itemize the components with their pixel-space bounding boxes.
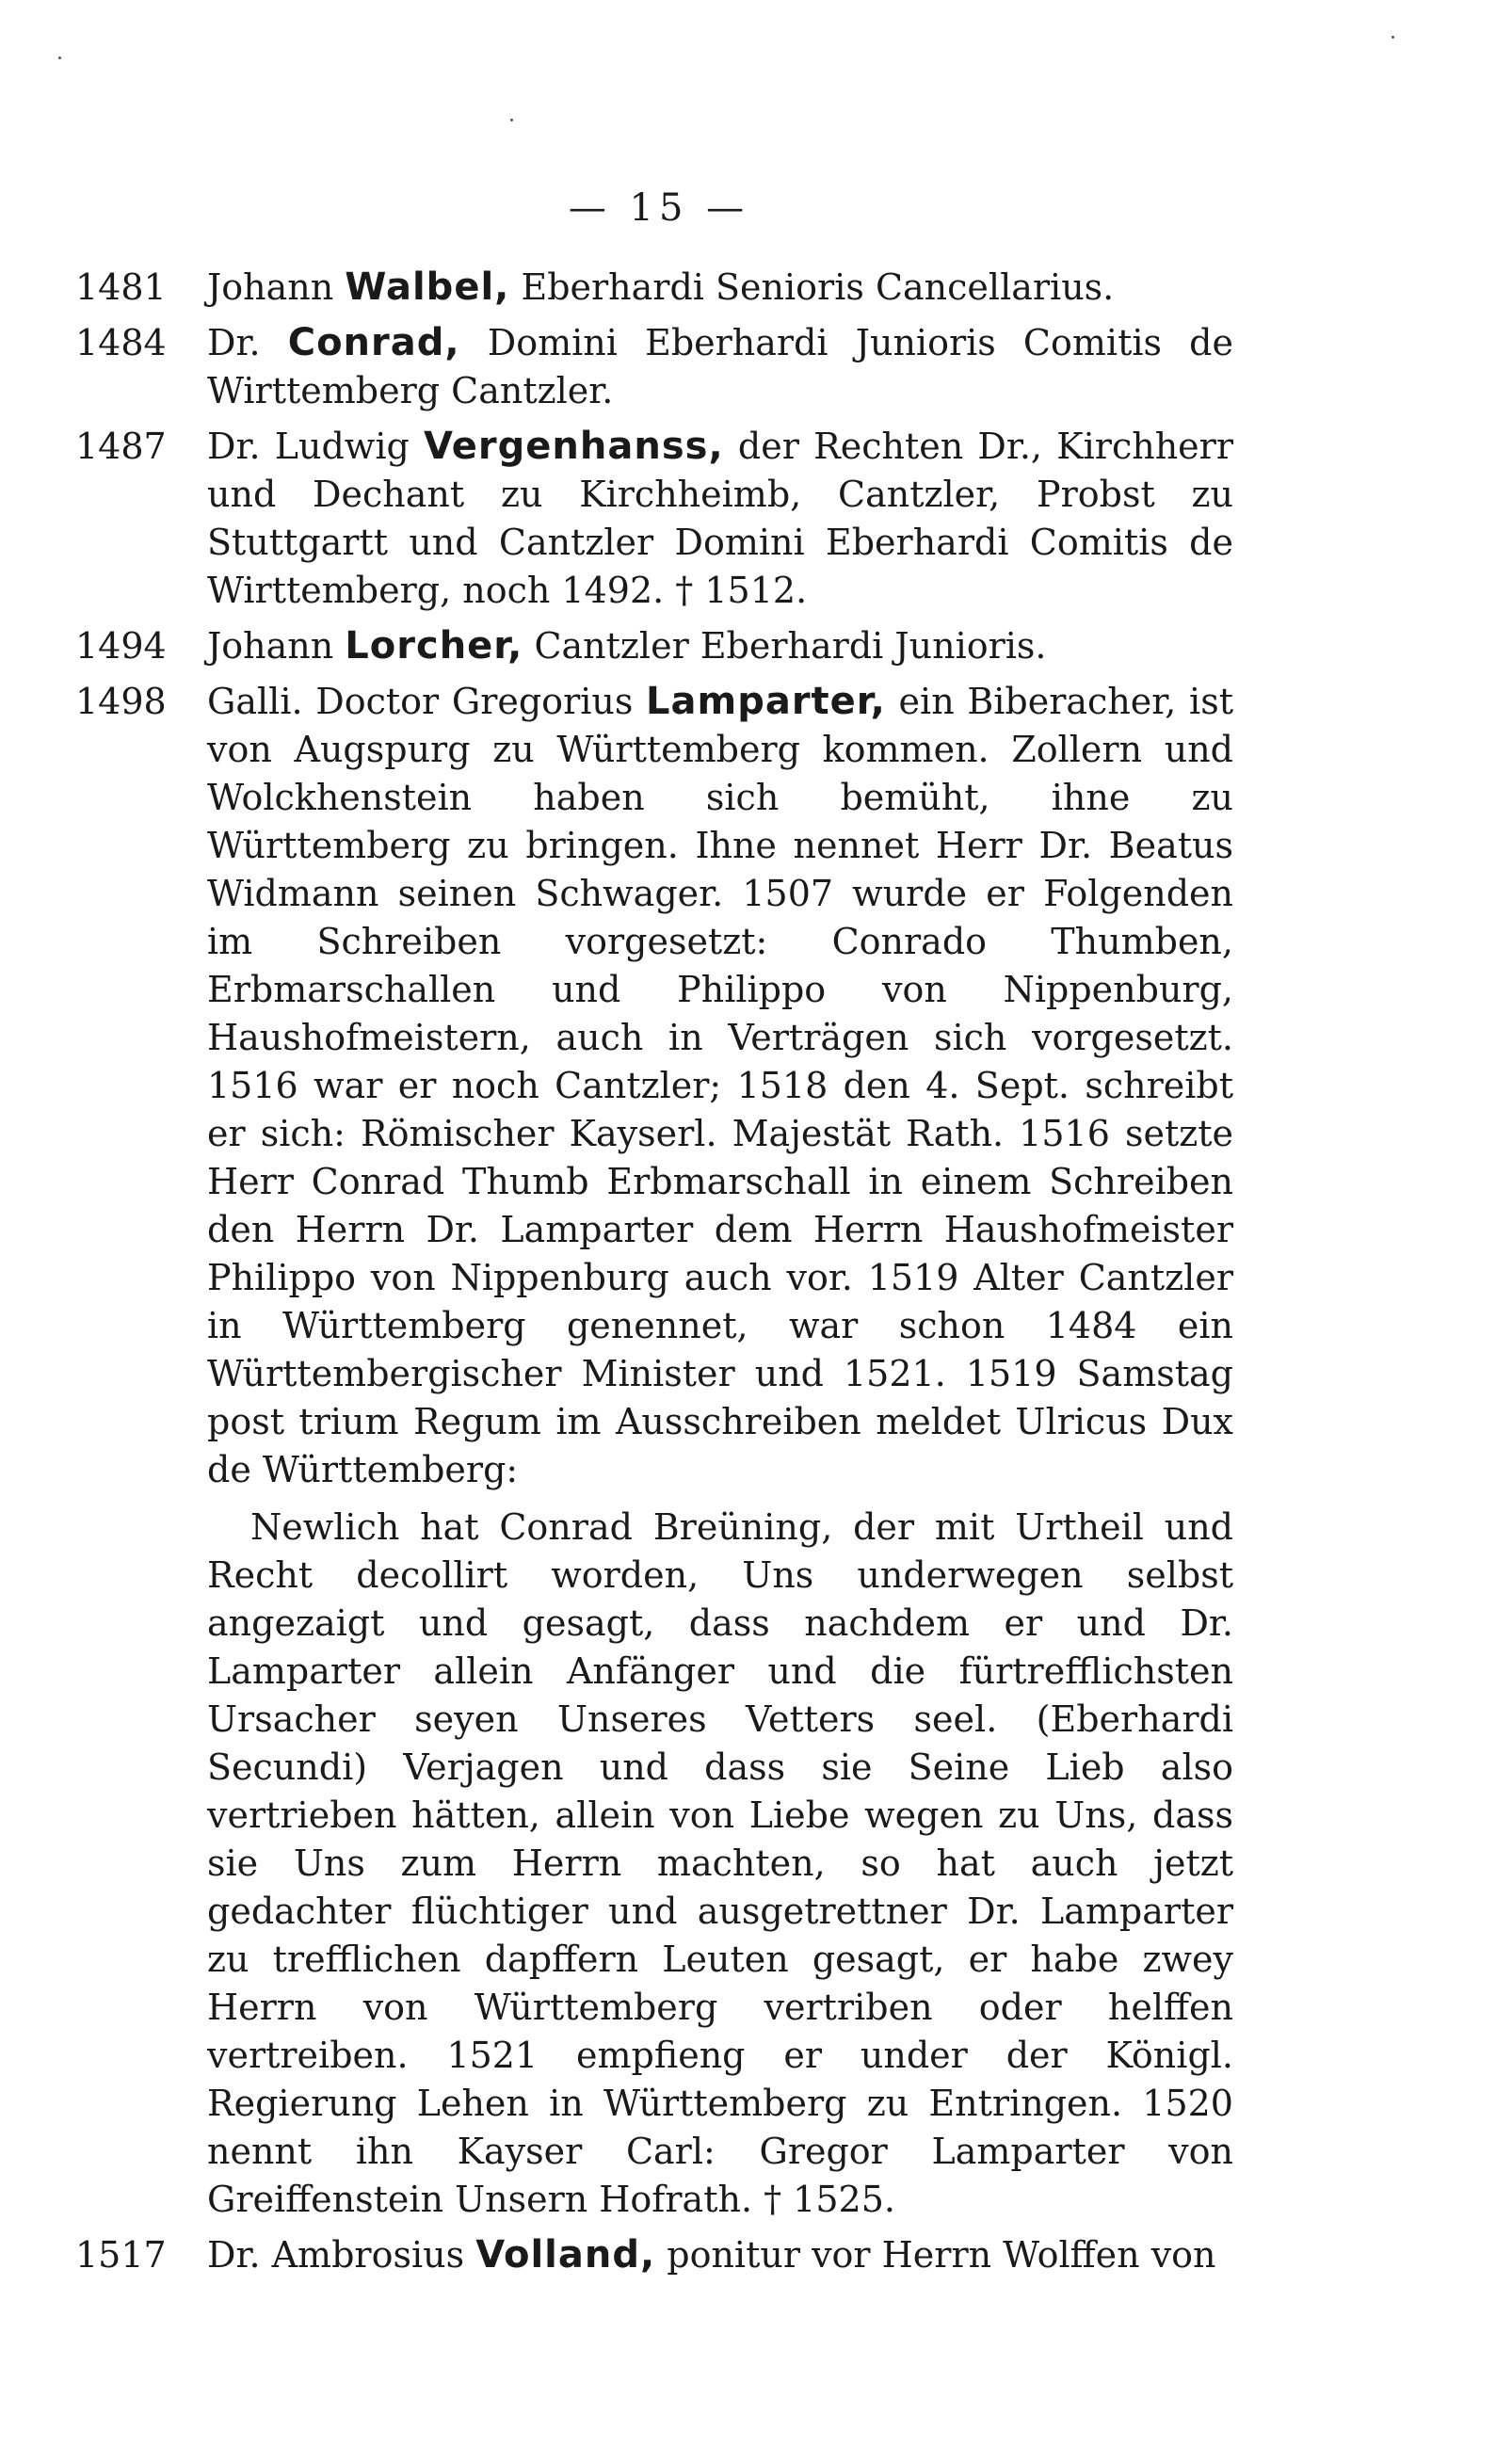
entry-text: ein Biberacher, ist von Augspurg zu Württemberg kommen. Zollern und Wolckhenstein haben sich bemüht, ihne zu Württemberg zu bringen. Ihne nennet Herr Dr. Beatus Widmann seinen Schwager. 1507 wurde er Folgenden im Schreiben vorgesetzt: Conrado Thumben, Erbmarschallen und Philippo von Nippenburg, Haushofmeistern, auch in Verträgen sich vorgesetzt. 1516 war er noch Cantzler; 1518 den 4. Sept. schreibt er sich: Römischer Kayserl. Majestät Rath. 1516 setzte Herr Conrad Thumb Erbmarschall in einem Schreiben den Herrn Dr. Lamparter dem Herrn Haushofmeister Philippo von Nippenburg auch vor. 1519 Alter Cantzler in Württemberg genennet, war schon 1484 ein Württembergischer Minister und 1521. 1519 Samstag post trium Regum im Ausschreiben meldet Ulricus Dux de Württemberg:: [207, 681, 1233, 1490]
entry-year: 1484: [75, 322, 167, 363]
entry-year: 1494: [75, 625, 167, 667]
scan-speck: [510, 119, 513, 121]
scan-speck: [58, 56, 61, 59]
entry-1481: [75, 264, 1233, 312]
entry-1487: [75, 423, 1233, 615]
entry-year: 1481: [75, 266, 167, 308]
entry-name: Vergenhanss,: [424, 425, 724, 468]
entry-prefix: Dr.: [207, 322, 261, 363]
block-quote: Newlich hat Conrad Breüning, der mit Urtheil und Recht decollirt worden, Uns underwegen selbst angezaigt und gesagt, dass nachdem er und Dr. Lamparter allein Anfänger und die fürtrefflichsten Ursacher seyen Unseres Vetters seel. (Eberhardi Secundi) Verjagen und dass sie Seine Lieb also vertrieben hätten, allein von Liebe wegen zu Uns, dass sie Uns zum Herrn machten, so hat auch jetzt gedachter flüchtiger und ausgetrettner Dr. Lamparter zu trefflichen dapffern Leuten gesagt, er habe zwey Herrn von Württemberg vertriben oder helffen vertreiben. 1521 empfieng er under der Königl. Regierung Lehen in Württemberg zu Entringen. 1520 nennt ihn Kayser Carl: Gregor Lamparter von Greiffenstein Unsern Hofrath. † 1525.: [207, 1506, 1233, 2220]
page-number: — 15 —: [568, 186, 750, 230]
entry-text: der Rechten Dr., Kirchherr und Dechant zu Kirchheimb, Cantzler, Probst zu Stuttgartt und Cantzler Domini Eberhardi Comitis de Wirttemberg, noch 1492. † 1512.: [207, 426, 1233, 611]
entry-text: Domini Eberhardi Junioris Comitis de Wirttemberg Cantzler.: [207, 322, 1233, 411]
entry-1484: [75, 319, 1233, 415]
entry-1517: [75, 2231, 1233, 2279]
entry-year: 1487: [75, 426, 167, 467]
entry-1498: [75, 678, 1233, 1494]
entry-1494: [75, 622, 1233, 670]
entry-prefix: Johann: [207, 625, 334, 667]
entry-text: Eberhardi Senioris Cancellarius.: [521, 266, 1115, 308]
entry-name: Volland,: [475, 2233, 656, 2277]
entry-year: 1498: [75, 681, 167, 722]
entry-name: Lorcher,: [345, 624, 523, 668]
entry-name: Conrad,: [287, 321, 460, 364]
page-body: [75, 264, 1233, 2287]
entry-name: Lamparter,: [646, 680, 886, 723]
entry-year: 1517: [75, 2234, 167, 2276]
entry-text: ponitur vor Herrn Wolffen von: [667, 2234, 1216, 2276]
entry-prefix: Dr. Ludwig: [207, 426, 410, 467]
entry-prefix: Dr. Ambrosius: [207, 2234, 465, 2276]
entry-prefix: Galli. Doctor Gregorius: [207, 681, 634, 722]
entry-name: Walbel,: [345, 266, 510, 309]
entry-text: Cantzler Eberhardi Junioris.: [534, 625, 1047, 667]
scan-speck: [1391, 36, 1394, 39]
entry-prefix: Johann: [207, 266, 334, 308]
